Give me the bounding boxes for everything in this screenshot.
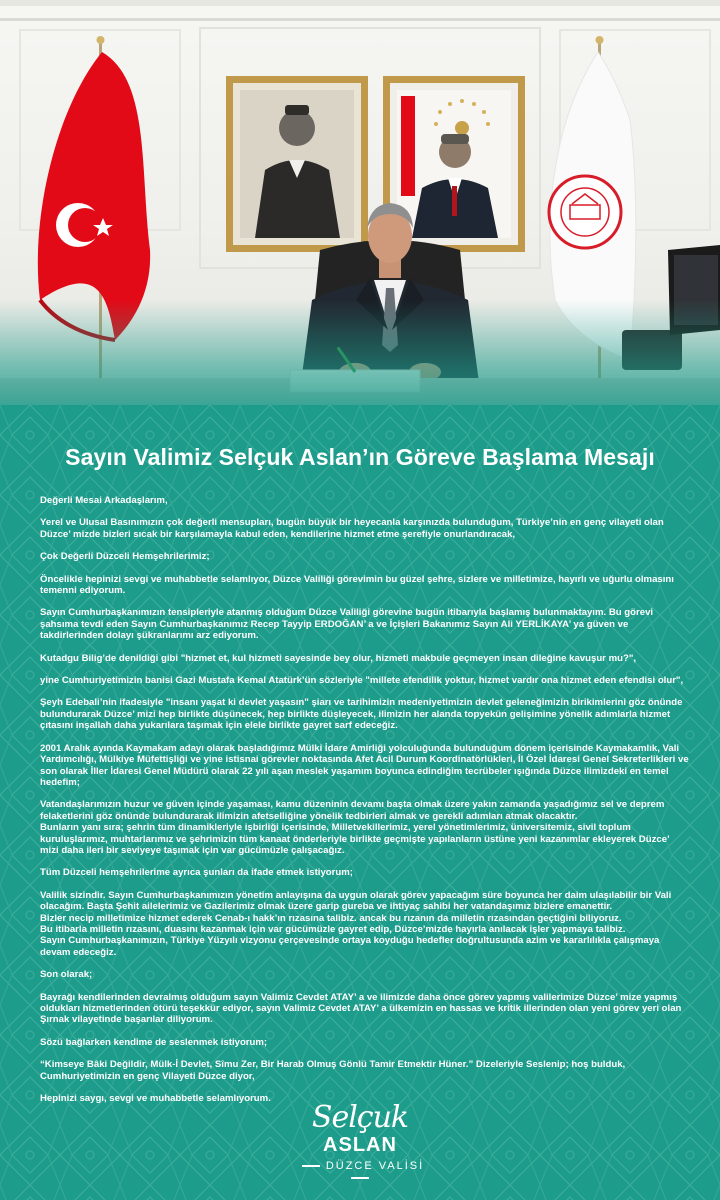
paragraph: Değerli Mesai Arkadaşlarım, [40,495,168,506]
paragraph: Kutadgu Bilig’de denildiği gibi "hizmet et, kul hizmeti sayesinde bey olur, hizmeti makbule geçmeyen insan dileğine kavuşur mu?", [40,652,637,664]
paragraph: yine Cumhuriyetimizin banisi Gazi Mustafa Kemal Atatürk’ün sözleriyle "millete efendilik yoktur, hizmet vardır ona hizmet eden efendisi olur", [40,675,684,687]
paragraph: Öncelikle hepinizi sevgi ve muhabbetle selamlıyor, Düzce Valiliği görevimin bu güzel şehre, sizlere ve milletimize, hayırlı ve uğurlu olmasını temenni ediyorum. [40,573,674,597]
portrait-frame-left [226,76,368,252]
paragraph: Şeyh Edebali’nin ifadesiyle "insanı yaşat ki devlet yaşasın" şiarı ve tarihimizin medeniyetimizin devlet geleneğimizin birikimlerini göz önünde bulundurarak Düzce’ mizi hep birlikte düşünecek, hep birlikte düşleyecek, ilimizin her alanda topyekün gelişimine yönelik adımlarla hizmet çıtasını inşallah daha yukarılara taşımak için elele birlikte gayret sarf edeceğiz. [40,697,683,732]
signature-logo [290,1100,430,1180]
page-title: Sayın Valimiz Selçuk Aslan’ın Göreve Başlama Mesajı [65,444,655,470]
turkish-flag-icon [38,52,150,340]
paragraph: “Kimseye Bâki Değildir, Mülk-İ Devlet, Sîmu Zer, Bir Harab Olmuş Gönlü Tamir Etmektir Hüner.” Dizeleriyle Seslenip; hoş bulduk, Cumhuriyetimizin en genç Vilayeti Düzce diyor, [40,1059,626,1082]
paragraph: Vatandaşlarımızın huzur ve güven içinde yaşaması, kamu düzeninin devamı başta olmak üzere yakın zamanda yaşadığımız sel ve deprem felaketlerini göz önünde bulundurarak ilimizin afetselliğine yönelik tedbirleri almak ve gerekli adımları atmak olacaktır. Bunların yanı sıra; şehrin tüm dinamikleriyle işbirliği içerisinde, Milletvekillerimiz, yerel yönetimlerimiz, üniversitemiz, sivil toplum kuruluşlarımız, muhtarlarımız ve şehrimizin tüm kanaat önderleriyle birlikte geçmişte yapılanların üstüne yeni kazanımlar ekleyerek Düzce’ mizi daha ileri bir seviyeye taşımak için var gücümüzle çalışacağız. [40,799,670,856]
signature-role: DÜZCE VALİSİ [290,1160,430,1184]
office-photo [0,0,720,420]
letter-body [40,495,690,1115]
paragraph: Valilik sizindir. Sayın Cumhurbaşkanımızın yönetim anlayışına da uygun olarak görev yapacağım süre boyunca her daim ulaşılabilir bir Vali olacağım. Başta Şehit ailelerimiz ve Gazilerimiz olmak üzere garip gureba ve ihtiyaç sahibi her vatandaşımız bizlere emanettir. Bizler necip milletimize hizmet ederek Cenab-ı hakk’ın rızasına talibiz. ancak bu rızanın da milletin rızasından geçtiğini biliyoruz. Bu itibarla milletin rızasını, duasını kazanmak için var gücümüzle gayret edip, Düzce’mizde hayırla anılacak işler yapmaya talibiz. Sayın Cumhurbaşkanımızın, Türkiye Yüzyılı vizyonu çerçevesinde ortaya koyduğu hedefler doğrultusunda azim ve kararlılıkla çalışmaya devam edeceğiz. [40,889,672,958]
signature-name: ASLAN [323,1134,397,1156]
paragraph: Tüm Düzceli hemşehrilerime ayrıca şunları da ifade etmek istiyorum; [40,867,353,879]
paragraph: Hepinizi saygı, sevgi ve muhabbetle selamlıyorum. [40,1093,271,1105]
paragraph: Sayın Cumhurbaşkanımızın tensipleriyle atanmış olduğum Düzce Valiliği görevine bugün itibarıyla başlamış bulunmaktayım. Bu görevi şahsıma tevdi eden Sayın Cumhurbaşkanımız Recep Tayyip ERDOĞAN’ a ve İçişleri Bakanımız Sayın Ali YERLİKAYA’ ya güven ve takdirlerinden dolayı şükranlarımı arz ediyorum. [40,607,654,642]
signature-script: Selçuk [311,1100,409,1135]
paragraph: Yerel ve Ulusal Basınımızın çok değerli mensupları, bugün büyük bir heyecanla karşınızda bulunduğum, Türkiye’nin en genç vilayeti olan Düzce’ mizde bizleri sıcak bir karşılamayla kabul eden, kendilerine hizmet etme şerefiyle onurlandıracak, [40,517,664,540]
paragraph: Son olarak; [40,969,93,981]
paragraph: 2001 Aralık ayında Kaymakam adayı olarak başladığımız Mülki İdare Amirliği yolculuğunda bulunduğum dönem içerisinde Kaymakamlık, Vali Yardımcılığı, Mülkiye Müfettişliği ve yine istisnai görevler noktasında Afet Acil Durum Koordinatörlükleri, İl Özel İdaresi Genel Sekreterlikleri ve son olarak İller İdaresi Genel Müdürü olarak 22 yılı aşan meslek yaşamım boyunca edindiğim tecrübeler ışığında Düzce ilimizdeki en temel hedefim; [40,742,689,788]
paragraph: Sözü bağlarken kendime de seslenmek istiyorum; [40,1036,268,1048]
paragraph: Çok Değerli Düzceli Hemşehrilerimiz; [40,551,210,563]
paragraph: Bayrağı kendilerinden devralmış olduğum sayın Valimiz Cevdet ATAY’ a ve ilimizde daha önce görev yapmış valilerimize Düzce’ mize yapmış oldukları hizmetlerinden ötürü teşekkür ediyor, sayın Valimiz Cevdet ATAY’ a ülkemizin en hassas ve kritik illerinden olan yeni görev yeri olan Şırnak vilayetinde başarılar diliyorum. [40,991,682,1026]
